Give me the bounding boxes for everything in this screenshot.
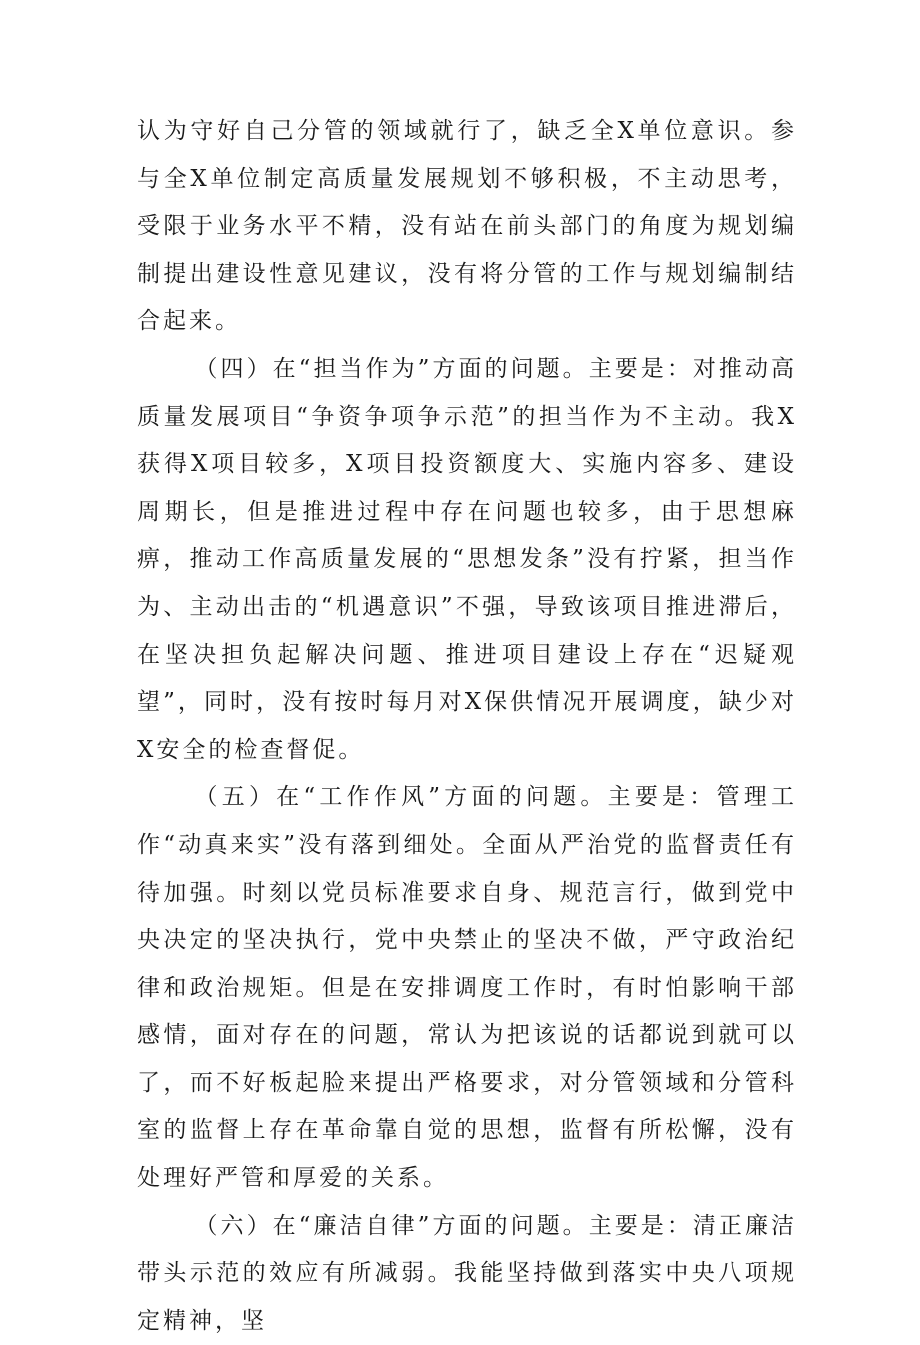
document-body [137, 108, 797, 1345]
paragraph-section-6: （六）在“廉洁自律”方面的问题。主要是：清正廉洁带头示范的效应有所减弱。我能坚持做到落实中央八项规定精神，坚 [137, 1212, 797, 1334]
paragraph-section-5: （五）在“工作作风”方面的问题。主要是：管理工作“动真来实”没有落到细处。全面从严治党的监督责任有待加强。时刻以党员标准要求自身、规范言行，做到党中央决定的坚决执行，党中央禁止的坚决不做，严守政治纪律和政治规矩。但是在安排调度工作时，有时怕影响干部感情，面对存在的问题，常认为把该说的话都说到就可以了，而不好板起脸来提出严格要求，对分管领域和分管科室的监督上存在革命靠自觉的思想，监督有所松懈，没有处理好严管和厚爱的关系。 [137, 784, 797, 1192]
paragraph-continuation: 认为守好自己分管的领域就行了，缺乏全X单位意识。参与全X单位制定高质量发展规划不够积极，不主动思考，受限于业务水平不精，没有站在前头部门的角度为规划编制提出建设性意见建议，没有将分管的工作与规划编制结合起来。 [137, 118, 797, 335]
paragraph-section-4: （四）在“担当作为”方面的问题。主要是：对推动高质量发展项目“争资争项争示范”的担当作为不主动。我X获得X项目较多，X项目投资额度大、实施内容多、建设周期长，但是推进过程中存在问题也较多，由于思想麻痹，推动工作高质量发展的“思想发条”没有拧紧，担当作为、主动出击的“机遇意识”不强，导致该项目推进滞后，在坚决担负起解决问题、推进项目建设上存在“迟疑观望”，同时，没有按时每月对X保供情况开展调度，缺少对X安全的检查督促。 [137, 355, 797, 763]
